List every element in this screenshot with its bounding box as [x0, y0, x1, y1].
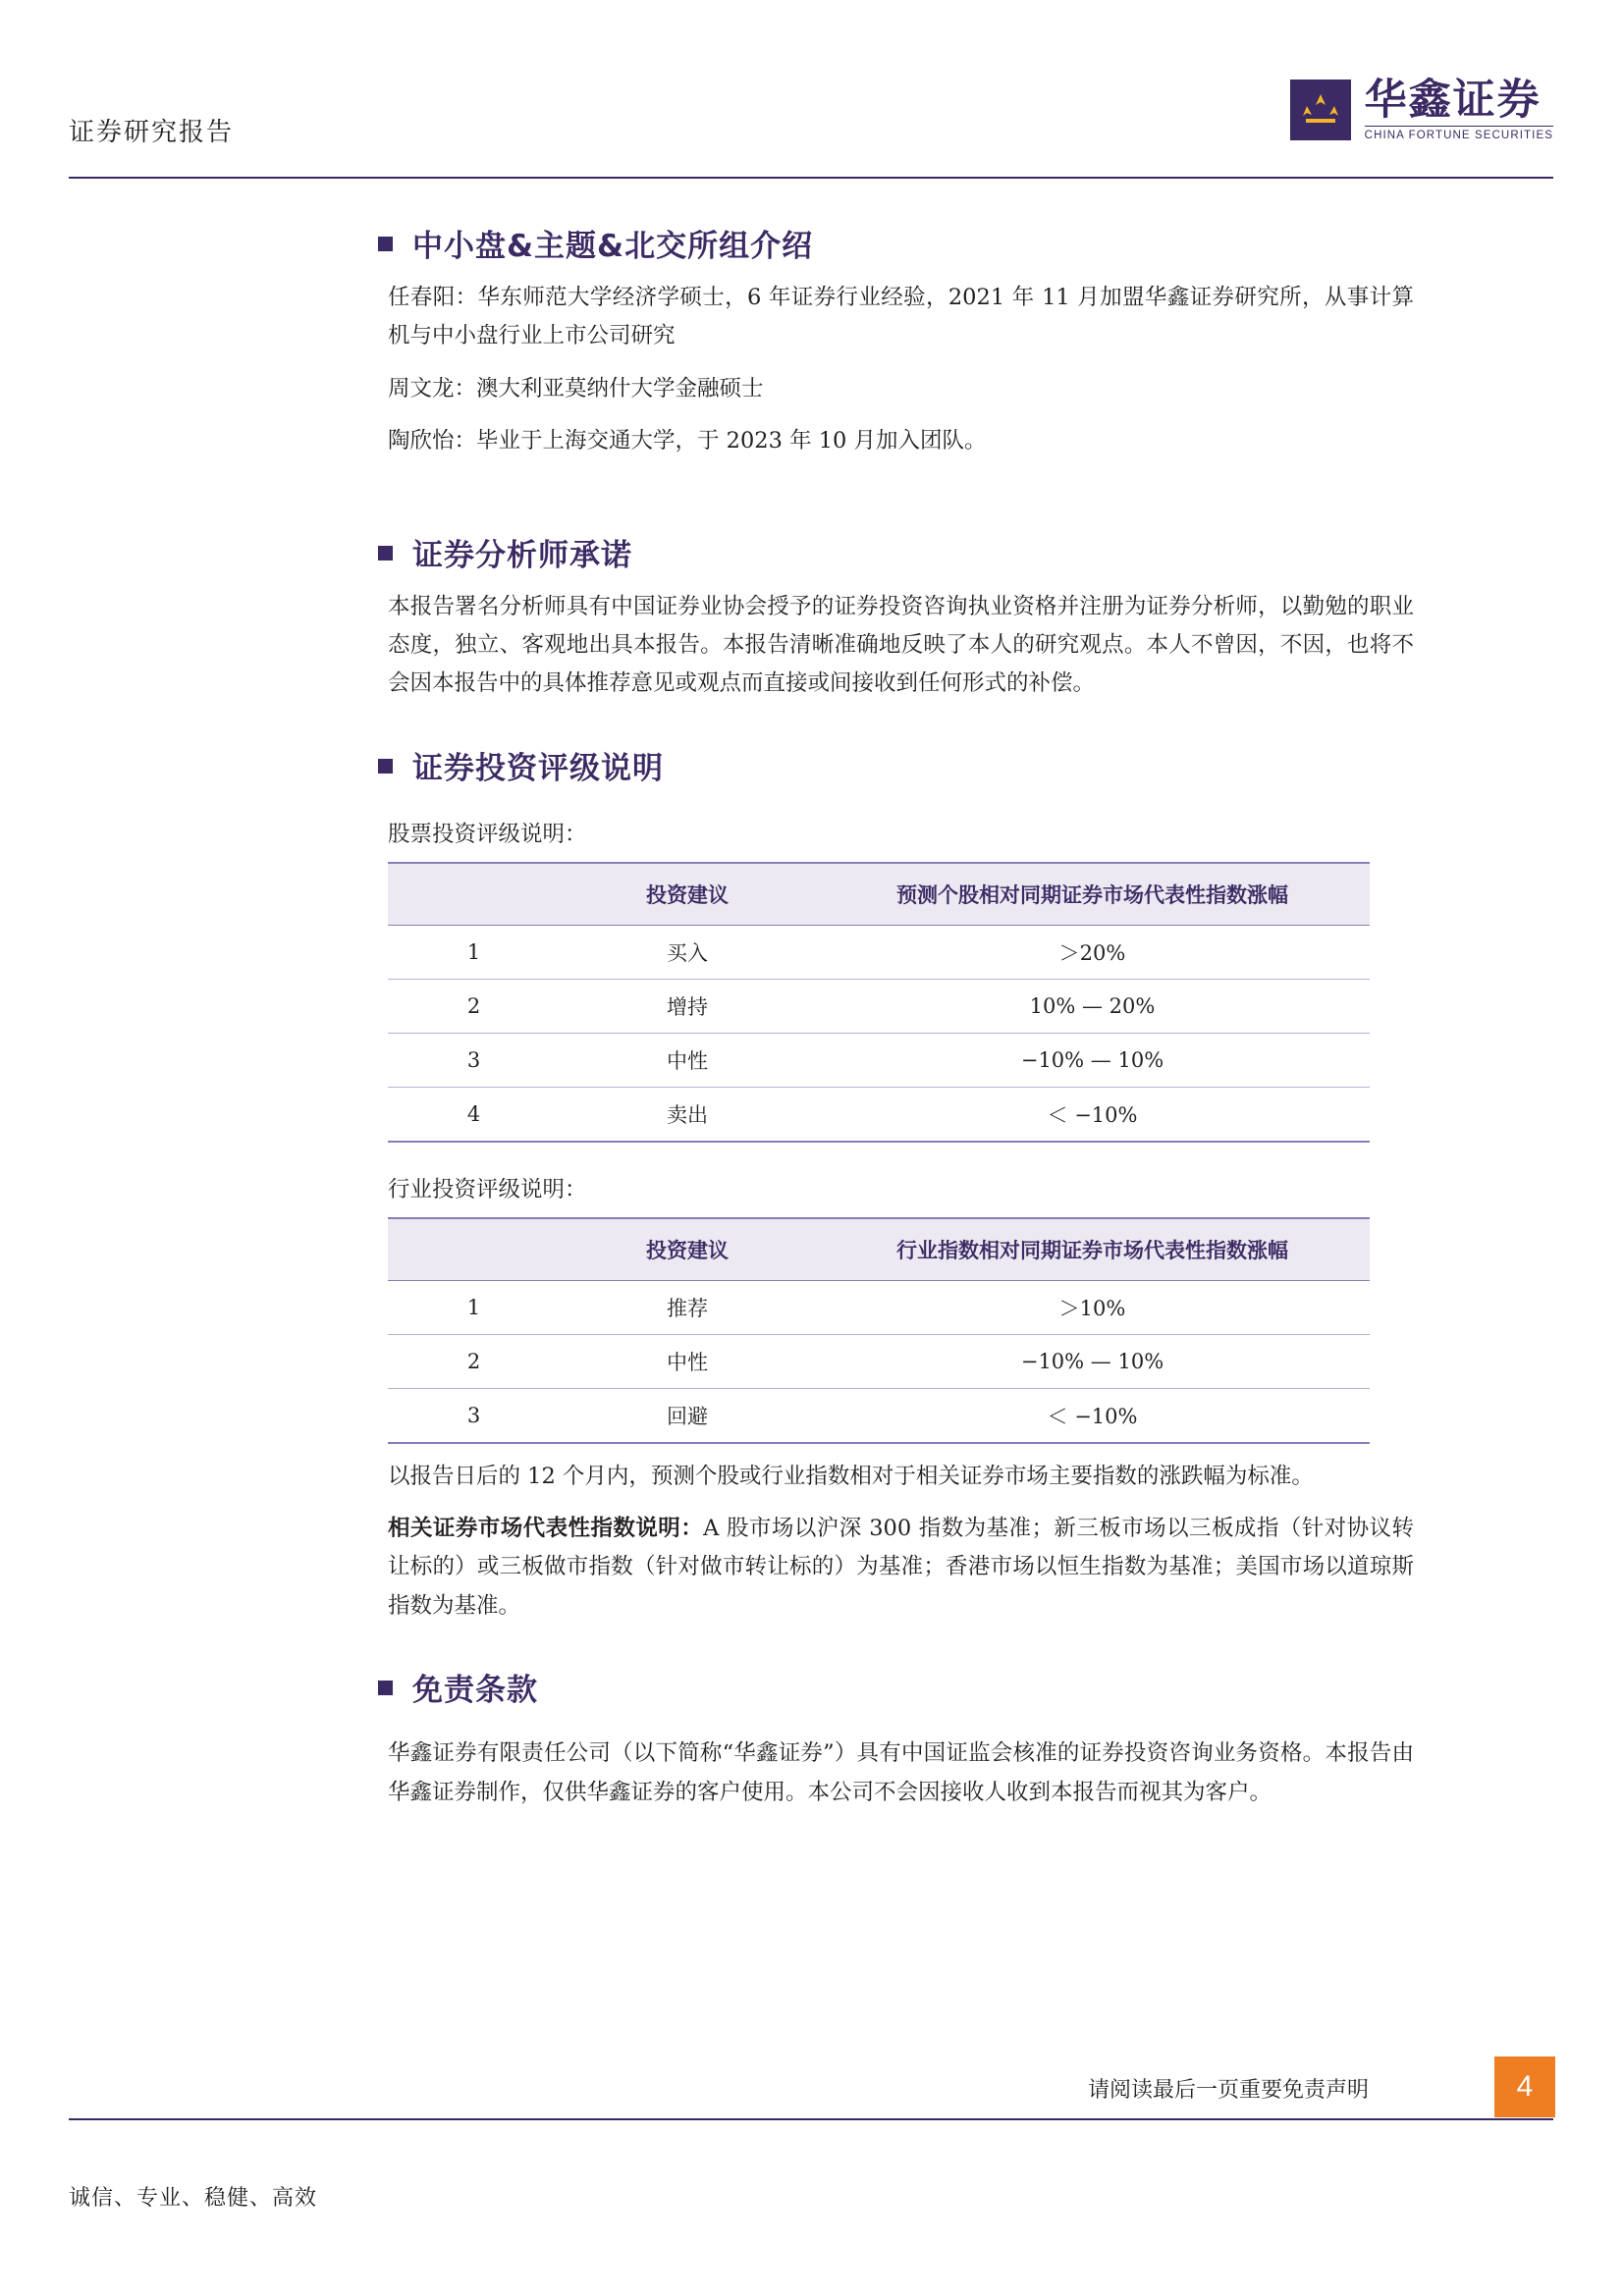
industry-r1-c1: 中性 — [560, 1334, 815, 1388]
industry-th-2: 行业指数相对同期证券市场代表性指数涨幅 — [815, 1218, 1370, 1281]
stock-r3-c2: ＜ −10% — [815, 1087, 1370, 1142]
industry-r2-c0: 3 — [388, 1388, 560, 1443]
page-header — [69, 69, 1553, 179]
report-type-label: 证券研究报告 — [69, 118, 235, 147]
stock-r3-c1: 卖出 — [560, 1087, 815, 1142]
stock-th-0 — [388, 863, 560, 926]
stock-r1-c1: 增持 — [560, 979, 815, 1033]
square-bullet-icon — [378, 759, 393, 774]
table-row — [388, 1033, 1370, 1087]
stock-r2-c0: 3 — [388, 1033, 560, 1087]
square-bullet-icon — [378, 237, 393, 251]
team-member-1: 任春阳：华东师范大学经济学硕士，6 年证券行业经验，2021 年 11 月加盟华鑫证券研究所，从事计算机与中小盘行业上市公司研究 — [388, 285, 1414, 349]
industry-r0-c0: 1 — [388, 1280, 560, 1334]
table-row — [388, 1087, 1370, 1142]
table-row — [388, 979, 1370, 1033]
section-disclaimer-heading — [378, 1665, 1414, 1709]
logo-text: 华鑫证券 — [1364, 76, 1542, 125]
analyst-commitment-body: 本报告署名分析师具有中国证券业协会授予的证券投资咨询执业资格并注册为证券分析师，以勤勉的职业态度，独立、客观地出具本报告。本报告清晰准确地反映了本人的研究观点。本人不曾因，不因，也将不会因本报告中的具体推荐意见或观点而直接或间接收到任何形式的补偿。 — [388, 593, 1414, 697]
stock-th-1: 投资建议 — [560, 863, 815, 926]
disclaimer-body: 华鑫证券有限责任公司（以下简称“华鑫证券”）具有中国证监会核准的证券投资咨询业务资格。本报告由华鑫证券制作，仅供华鑫证券的客户使用。本公司不会因接收人收到本报告而视其为客户。 — [388, 1740, 1414, 1805]
team-member-2: 周文龙：澳大利亚莫纳什大学金融硕士 — [388, 375, 764, 401]
industry-r0-c1: 推荐 — [560, 1280, 815, 1334]
stock-rating-label: 股票投资评级说明： — [388, 821, 587, 847]
spacer — [378, 461, 1414, 530]
spacer — [378, 1626, 1414, 1665]
benchmark-note-text: A 股市场以沪深 300 指数为基准；新三板市场以三板成指（针对协议转让标的）或三板做市指数（针对做市转让标的）为基准；香港市场以恒生指数为基准；美国市场以道琼斯指数为基准。 — [388, 1516, 1414, 1619]
section-title-commitment: 证券分析师承诺 — [412, 537, 632, 573]
stock-r0-c1: 买入 — [560, 925, 815, 979]
table-row — [388, 1334, 1370, 1388]
page-content — [378, 221, 1414, 1812]
square-bullet-icon — [378, 546, 393, 561]
industry-r1-c0: 2 — [388, 1334, 560, 1388]
logo-mark-icon — [1290, 80, 1351, 140]
section-title-team: 中小盘&主题&北交所组介绍 — [412, 229, 814, 264]
table-header-row — [388, 863, 1370, 926]
section-title-rating: 证券投资评级说明 — [412, 750, 664, 786]
industry-r2-c2: ＜ −10% — [815, 1388, 1370, 1443]
section-title-disclaimer: 免责条款 — [412, 1673, 538, 1709]
page-number-badge: 4 — [1494, 2056, 1555, 2117]
table-header-row — [388, 1218, 1370, 1281]
table-row — [388, 1280, 1370, 1334]
footer-slogan: 诚信、专业、稳健、高效 — [69, 2186, 318, 2211]
industry-r1-c2: −10% — 10% — [815, 1334, 1370, 1388]
stock-r2-c2: −10% — 10% — [815, 1033, 1370, 1087]
company-logo — [1290, 76, 1553, 142]
section-team-heading — [378, 221, 1414, 265]
stock-r3-c0: 4 — [388, 1087, 560, 1142]
industry-r2-c1: 回避 — [560, 1388, 815, 1443]
team-member-3: 陶欣怡：毕业于上海交通大学，于 2023 年 10 月加入团队。 — [388, 428, 987, 454]
section-rating-heading — [378, 743, 1414, 787]
rating-period-note: 以报告日后的 12 个月内，预测个股或行业指数相对于相关证券市场主要指数的涨跌幅为标准。 — [388, 1463, 1314, 1489]
industry-rating-table — [388, 1217, 1370, 1444]
stock-r2-c1: 中性 — [560, 1033, 815, 1087]
section-commitment-heading — [378, 530, 1414, 574]
industry-th-0 — [388, 1218, 560, 1281]
footer-divider — [69, 2118, 1553, 2120]
square-bullet-icon — [378, 1681, 393, 1695]
logo-subtext: CHINA FORTUNE SECURITIES — [1365, 126, 1553, 141]
stock-r1-c2: 10% — 20% — [815, 979, 1370, 1033]
industry-rating-label: 行业投资评级说明： — [388, 1176, 587, 1202]
stock-r0-c2: ＞20% — [815, 925, 1370, 979]
benchmark-note — [388, 1510, 1414, 1626]
stock-rating-table — [388, 862, 1370, 1143]
industry-r0-c2: ＞10% — [815, 1280, 1370, 1334]
stock-r1-c0: 2 — [388, 979, 560, 1033]
stock-th-2: 预测个股相对同期证券市场代表性指数涨幅 — [815, 863, 1370, 926]
spacer — [378, 704, 1414, 743]
stock-r0-c0: 1 — [388, 925, 560, 979]
table-row — [388, 1388, 1370, 1443]
footer-disclaimer-note: 请阅读最后一页重要免责声明 — [1087, 2078, 1369, 2103]
industry-th-1: 投资建议 — [560, 1218, 815, 1281]
benchmark-note-label: 相关证券市场代表性指数说明： — [388, 1516, 704, 1541]
table-row — [388, 925, 1370, 979]
